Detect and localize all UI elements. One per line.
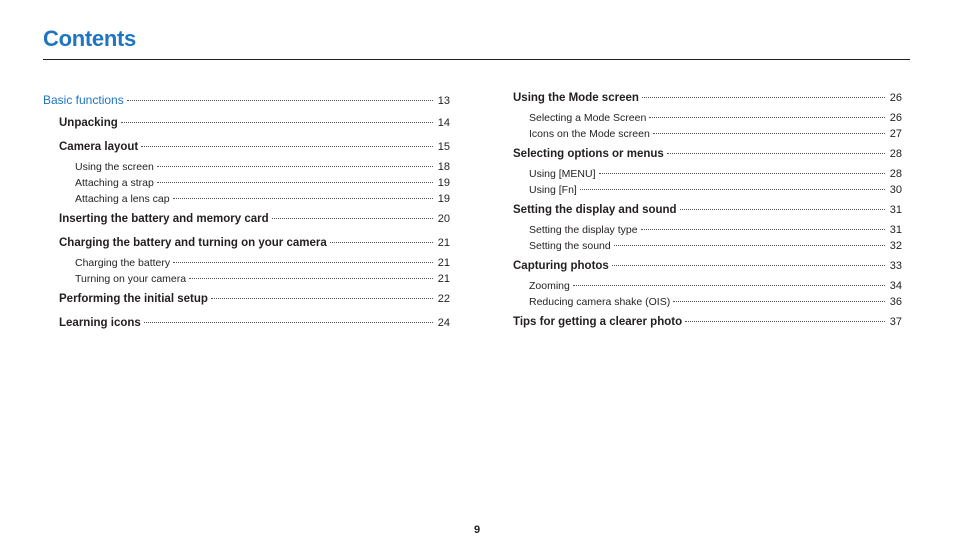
leader-dots	[173, 262, 433, 263]
toc-entry[interactable]	[43, 293, 450, 313]
toc-entry-page: 33	[889, 260, 902, 272]
toc-entry-label: Tips for getting a clearer photo	[513, 316, 683, 328]
toc-entry-page: 27	[889, 128, 902, 140]
toc-entry-label: Using the Mode screen	[513, 92, 639, 104]
leader-dots	[649, 117, 885, 118]
toc-entry-label: Charging the battery and turning on your camera	[59, 237, 327, 249]
leader-dots	[680, 209, 885, 210]
leader-dots	[121, 122, 433, 123]
title-divider	[43, 59, 910, 60]
toc-entry-label: Attaching a strap	[75, 177, 154, 189]
toc-entry[interactable]	[513, 280, 902, 296]
leader-dots	[330, 242, 433, 243]
toc-entry-page: 24	[437, 317, 450, 329]
toc-entry-page: 26	[889, 112, 902, 124]
leader-dots	[614, 245, 885, 246]
toc-entry[interactable]	[43, 117, 450, 137]
toc-entry-page: 37	[889, 316, 902, 328]
toc-entry-label: Using [MENU]	[529, 168, 596, 180]
toc-entry[interactable]	[513, 224, 902, 240]
toc-entry-label: Reducing camera shake (OIS)	[529, 296, 671, 308]
toc-entry-label: Zooming	[529, 280, 570, 292]
leader-dots	[144, 322, 433, 323]
toc-entry-label: Performing the initial setup	[59, 293, 208, 305]
toc-entry-label: Setting the display type	[529, 224, 638, 236]
toc-entry[interactable]	[513, 148, 902, 168]
leader-dots	[211, 298, 433, 299]
toc-entry-page: 19	[437, 193, 450, 205]
page-title: Contents	[43, 26, 136, 51]
toc-entry-page: 31	[889, 224, 902, 236]
leader-dots	[141, 146, 433, 147]
toc-entry[interactable]	[43, 161, 450, 177]
leader-dots	[272, 218, 433, 219]
toc-entry[interactable]	[43, 177, 450, 193]
leader-dots	[157, 166, 433, 167]
toc-entry-page: 21	[437, 273, 450, 285]
toc-entry-page: 18	[437, 161, 450, 173]
toc-entry-page: 36	[889, 296, 902, 308]
toc-entry[interactable]	[43, 317, 450, 337]
toc-entry-page: 21	[437, 257, 450, 269]
toc-entry-page: 30	[889, 184, 902, 196]
toc-entry[interactable]	[513, 260, 902, 280]
toc-entry-page: 32	[889, 240, 902, 252]
toc-entry-label: Capturing photos	[513, 260, 609, 272]
toc-entry-label: Selecting options or menus	[513, 148, 664, 160]
leader-dots	[573, 285, 885, 286]
leader-dots	[612, 265, 885, 266]
toc-entry[interactable]	[43, 213, 450, 233]
toc-entry-label: Inserting the battery and memory card	[59, 213, 269, 225]
toc-entry-label: Charging the battery	[75, 257, 171, 269]
toc-entry[interactable]	[43, 93, 450, 113]
toc-entry-page: 19	[437, 177, 450, 189]
toc-entry-label: Basic functions	[43, 93, 124, 107]
toc-entry-page: 28	[889, 148, 902, 160]
toc-entry-label: Selecting a Mode Screen	[529, 112, 647, 124]
leader-dots	[173, 198, 433, 199]
toc-left-column	[43, 93, 450, 337]
toc-entry-page: 31	[889, 204, 902, 216]
leader-dots	[673, 301, 885, 302]
toc-entry[interactable]	[513, 240, 902, 256]
toc-entry[interactable]	[43, 193, 450, 209]
toc-entry[interactable]	[513, 296, 902, 312]
toc-entry[interactable]	[43, 237, 450, 257]
toc-entry-page: 15	[437, 141, 450, 153]
toc-entry-label: Setting the sound	[529, 240, 611, 252]
leader-dots	[642, 97, 885, 98]
toc-entry-label: Learning icons	[59, 317, 141, 329]
toc-entry[interactable]	[513, 168, 902, 184]
toc-entry[interactable]	[513, 204, 902, 224]
page-number: 9	[473, 524, 481, 536]
toc-entry-page: 13	[437, 95, 450, 107]
leader-dots	[189, 278, 433, 279]
toc-entry-page: 14	[437, 117, 450, 129]
toc-entry[interactable]	[513, 316, 902, 336]
toc-entry-label: Attaching a lens cap	[75, 193, 170, 205]
toc-entry-label: Unpacking	[59, 117, 118, 129]
toc-entry-label: Turning on your camera	[75, 273, 187, 285]
toc-entry-page: 21	[437, 237, 450, 249]
toc-right-column	[513, 92, 902, 336]
leader-dots	[685, 321, 885, 322]
leader-dots	[641, 229, 885, 230]
leader-dots	[599, 173, 885, 174]
toc-entry-label: Using [Fn]	[529, 184, 577, 196]
leader-dots	[127, 100, 433, 101]
toc-entry-label: Icons on the Mode screen	[529, 128, 650, 140]
leader-dots	[157, 182, 433, 183]
toc-entry-page: 22	[437, 293, 450, 305]
toc-entry-page: 34	[889, 280, 902, 292]
toc-entry-page: 28	[889, 168, 902, 180]
toc-entry[interactable]	[513, 184, 902, 200]
toc-entry-page: 26	[889, 92, 902, 104]
toc-entry-page: 20	[437, 213, 450, 225]
toc-entry[interactable]	[43, 273, 450, 289]
toc-entry[interactable]	[513, 128, 902, 144]
toc-entry-label: Setting the display and sound	[513, 204, 677, 216]
leader-dots	[667, 153, 885, 154]
leader-dots	[580, 189, 885, 190]
leader-dots	[653, 133, 885, 134]
toc-entry[interactable]	[513, 92, 902, 112]
toc-entry-label: Camera layout	[59, 141, 139, 153]
toc-entry-label: Using the screen	[75, 161, 154, 173]
toc-entry[interactable]	[43, 257, 450, 273]
toc-entry[interactable]	[43, 141, 450, 161]
toc-entry[interactable]	[513, 112, 902, 128]
